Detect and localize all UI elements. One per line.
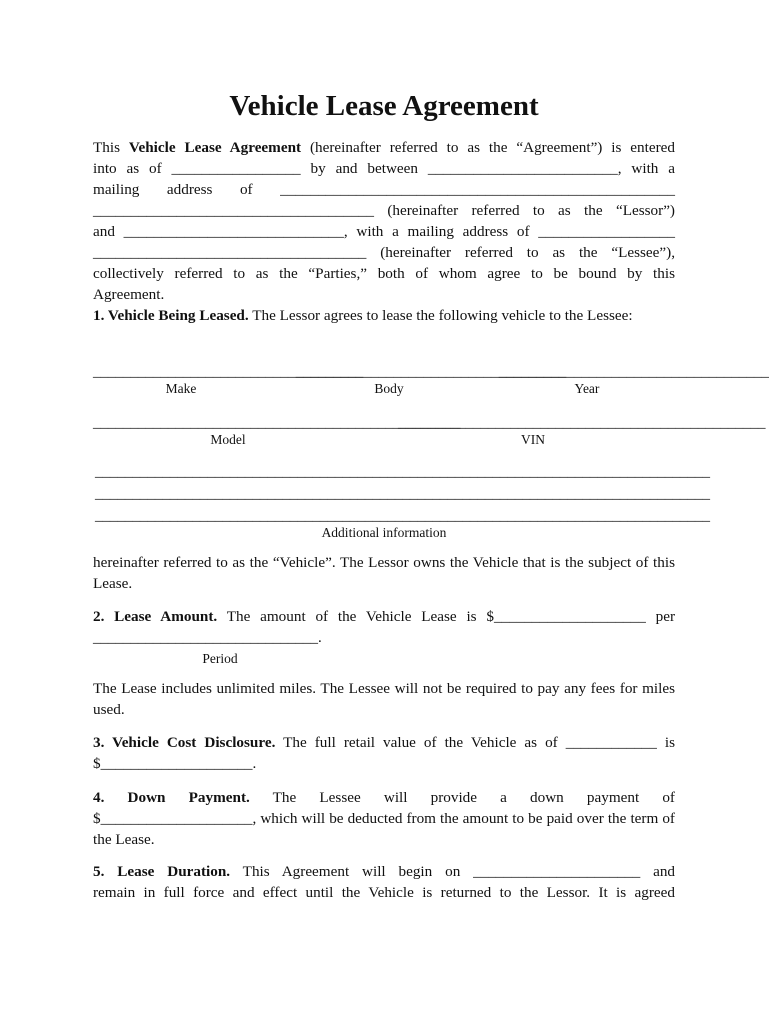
model-label: Model: [210, 432, 246, 447]
additional-info-field-2[interactable]: __________________________________________________________________________________: [95, 486, 710, 502]
body-label: Body: [374, 381, 404, 396]
section-2-heading: 2. Lease Amount.: [93, 608, 218, 625]
intro-line-6: ____________________________________ (hereinafter referred to as the “Lessee”),: [93, 244, 675, 261]
intro-line-7: collectively referred to as the “Parties,” both of whom agree to be bound by this: [93, 265, 675, 282]
section-1-heading: 1. Vehicle Being Leased.: [93, 307, 249, 324]
intro-line-8: Agreement.: [93, 286, 165, 303]
intro-paragraph: [93, 137, 675, 305]
section-4-heading: 4. Down Payment.: [93, 789, 250, 806]
period-label: Period: [202, 651, 238, 666]
section-4-paragraph: 4. Down Payment. The Lessee will provide a down payment of $____________________, which will be deducted from the amount to be paid over the term of the Lease.: [93, 789, 675, 848]
retail-value-field[interactable]: $____________________.: [93, 755, 257, 772]
body-field[interactable]: ____________________________________: [296, 364, 566, 380]
year-label: Year: [574, 381, 600, 396]
down-payment-text: $____________________, which will be deducted from the amount to be paid over the term of the Lease.: [93, 810, 675, 848]
additional-info-field-3[interactable]: __________________________________________________________________________________: [95, 508, 710, 524]
make-field[interactable]: ____________________________________: [93, 364, 363, 380]
additional-info-field-1[interactable]: __________________________________________________________________________________: [95, 464, 710, 480]
intro-line-3: mailing address of ____________________________________________________: [93, 181, 675, 198]
additional-info-label: Additional information: [321, 525, 447, 540]
section-1-paragraph: 1. Vehicle Being Leased. The Lessor agrees to lease the following vehicle to the Lessee:: [93, 307, 633, 324]
vin-label: VIN: [521, 432, 545, 447]
section-3-heading: 3. Vehicle Cost Disclosure.: [93, 734, 276, 751]
lease-duration-text: remain in full force and effect until the Vehicle is returned to the Lessor. It is agreed: [93, 884, 675, 901]
make-label: Make: [165, 381, 197, 396]
intro-line-5: and _____________________________, with a mailing address of __________________: [93, 223, 675, 240]
section-2-line-1: 2. Lease Amount. The amount of the Vehicle Lease is $____________________ per: [93, 608, 675, 625]
document-title: Vehicle Lease Agreement: [229, 90, 539, 122]
agreement-name: Vehicle Lease Agreement: [128, 139, 302, 156]
vin-field[interactable]: _________________________________________________: [398, 415, 766, 431]
lease-period-field[interactable]: ______________________________.: [93, 630, 322, 646]
vehicle-definition-paragraph: hereinafter referred to as the “Vehicle”. The Lessor owns the Vehicle that is the subject of this Lease.: [93, 554, 675, 592]
intro-line-4: _____________________________________ (hereinafter referred to as the “Lessor”): [93, 202, 675, 219]
unlimited-miles-paragraph: The Lease includes unlimited miles. The Lessee will not be required to pay any fees for miles used.: [93, 680, 675, 718]
intro-line-2: into as of _________________ by and between _________________________, with a: [93, 160, 675, 177]
section-5-paragraph: 5. Lease Duration. This Agreement will begin on ______________________ and remain in full force and effect until the Vehicle is returned to the Lessor. It is agreed: [93, 863, 676, 901]
intro-line-1: This Vehicle Lease Agreement (hereinafter referred to as the “Agreement”) is entered: [93, 139, 675, 156]
section-5-heading: 5. Lease Duration.: [93, 863, 231, 880]
model-field[interactable]: _________________________________________________: [93, 415, 461, 431]
year-field[interactable]: ____________________________________: [499, 364, 769, 380]
section-3-paragraph: 3. Vehicle Cost Disclosure. The full retail value of the Vehicle as of ____________ is $____________________.: [93, 734, 676, 772]
